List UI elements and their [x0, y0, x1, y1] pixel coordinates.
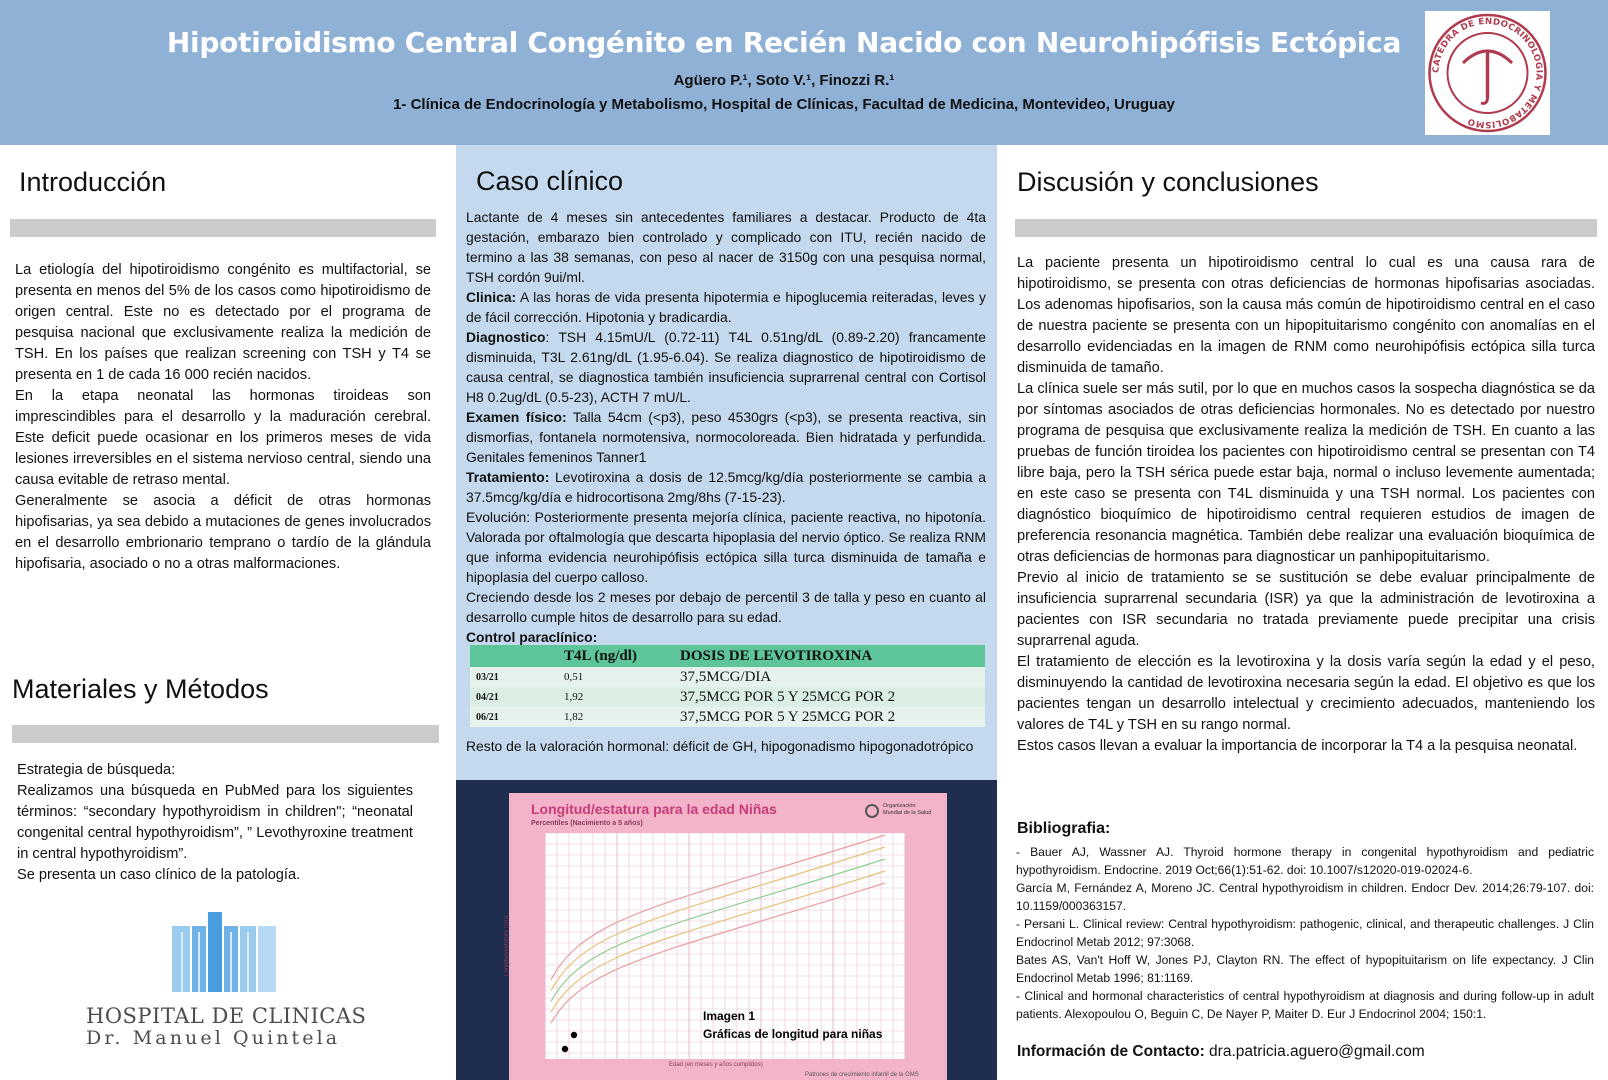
chart-grid: [545, 833, 905, 1059]
patient-point: [562, 1046, 568, 1052]
contact-email[interactable]: dra.patricia.aguero@gmail.com: [1204, 1043, 1425, 1060]
case-resto: Resto de la valoración hormonal: déficit de GH, hipogonadismo hipogonadotrópico: [466, 738, 974, 754]
control-label: Control paraclínico:: [466, 629, 598, 645]
chart-footer: Patrones de crecimiento infantil de la OMS: [805, 1072, 919, 1078]
methods-title: Materiales y Métodos: [12, 674, 269, 704]
poster-title: Hipotiroidismo Central Congénito en Recién Nacido con Neurohipófisis Ectópica: [166, 26, 1402, 59]
chart-title: Longitud/estatura para la edad Niñas: [531, 801, 777, 817]
table-row: [470, 687, 985, 707]
methods-divider: [12, 725, 439, 743]
diagnostico-text: : TSH 4.15mU/L (0.72-11) T4L 0.51ng/dL (0.89-2.20) francamente disminuida, T3L 2.61ng/dL (1.95-6.04). Se realiza diagnostico de hipotiroidismo de causa central, se diagnostica también insuficiencia suprarrenal central con Cortisol H8 0.2ug/dL (0.5-23), ACTH 7 mU/L.: [466, 329, 986, 405]
intro-paragraph: Generalmente se asocia a déficit de otras hormonas hipofisarias, ya sea debido a mutaciones de genes involucrados en el desarrollo embrionario temprano o tardío de la glándula hipofisaria, asociado o no a otras malformaciones.: [15, 493, 431, 572]
methods-text: [17, 760, 413, 886]
table-cell-date: 04/21: [470, 687, 558, 707]
bibliography-item: - Persani L. Clinical review: Central hypothyroidism: pathogenic, clinical, and therapeutic challenges. J Clin Endocrinol Metab 2012; 97:3068.: [1016, 917, 1594, 949]
case-tratamiento: [466, 467, 986, 507]
examen-label: Examen físico:: [466, 409, 567, 425]
who-label: Organización Mundial de la Salud: [883, 803, 932, 816]
discussion-paragraph: La paciente presenta un hipotiroidismo central lo cual es una causa rara de hipotiroidismo, se presenta con otras deficiencias de hormonas hipofisarias asociadas. Los adenomas hipofisarios, son la causa más común de hipotiroidismo central en el caso de nuestra paciente se presenta con un hipopituitarismo congénito con anomalías en el desarrollo evidenciadas en la imagen de RNM como neurohipófisis ectópica silla turca disminuida de tamaño.: [1017, 255, 1595, 376]
bibliography-title: Bibliografia:: [1017, 820, 1111, 837]
discussion-paragraph: Previo al inicio de tratamiento se se sustitución se debe evaluar principalmente de insuficiencia suprarrenal secundaria (ISR) ya que la administración de levotiroxina a pacientes con ISR secundaria no tratada previamente puede precipitar una crisis suprarrenal aguda.: [1017, 570, 1595, 649]
tratamiento-label: Tratamiento:: [466, 469, 550, 485]
methods-line: Realizamos una búsqueda en PubMed para los siguientes términos: “secondary hypothyroidism in children"; “neonatal congenital central hypothyroidism”, ” Levothyroxine treatment in central hypothyroidism”.: [17, 783, 413, 862]
discussion-paragraph: La clínica suele ser más sutil, por lo que en muchos casos la sospecha diagnóstica se da por síntomas asociados de otras deficiencias hormonales. No es detectado por nuestro programa de pesquisa que exclusivamente realiza la medición de TSH. En cuanto a las pruebas de función tiroidea los pacientes con hipotiroidismo central se presentan con T4 libre baja, pero la TSH sérica puede estar baja, normal o incluso levemente aumentada; en este caso se presenta con T4L disminuida y una TSH normal. Los pacientes con diagnóstico bioquímico de hipotiroidismo central requieren estudios de imagen de preferencia resonancia magnética. También debe realizar una evaluación bioquímica de otras deficiencias de hormonas para diagnosticar un panhipopituitarismo.: [1017, 381, 1595, 565]
table-cell-date: 06/21: [470, 707, 558, 727]
table-row: [470, 667, 985, 687]
table-header-row: [470, 645, 985, 667]
case-text: [466, 207, 986, 647]
hospital-logo: [80, 912, 380, 1052]
chart-plot-area: [545, 833, 905, 1059]
hospital-name: HOSPITAL DE CLINICAS: [86, 1004, 367, 1028]
contact-label: Información de Contacto:: [1017, 1043, 1205, 1060]
table-cell-t4l: 1,92: [558, 687, 674, 707]
examen-text: Talla 54cm (<p3), peso 4530grs (<p3), se presenta reactiva, sin dismorfias, fontanela normotensiva, normocoloreada. Bien hidratada y perfundida. Genitales femeninos Tanner1: [466, 409, 987, 465]
svg-text:CATEDRA DE ENDOCRINOLOGIA Y ME: CATEDRA DE ENDOCRINOLOGIA Y METABOLISMO: [1431, 16, 1544, 130]
case-title: Caso clínico: [476, 166, 624, 196]
table-cell-dose: 37,5MCG/DIA: [674, 667, 985, 687]
methods-line: Se presenta un caso clínico de la patología.: [17, 867, 301, 883]
percentile-curve: [551, 835, 885, 980]
table-header: [470, 645, 558, 667]
intro-text: [15, 260, 431, 575]
case-examen: [466, 407, 986, 467]
endocrinology-seal-icon: [1425, 11, 1550, 135]
bibliography-item: García M, Fernández A, Moreno JC. Central hypothyroidism in children. Endocr Dev. 2014;26:79-107. doi: 10.1159/000363157.: [1016, 881, 1594, 913]
case-crecimiento: Creciendo desde los 2 meses por debajo de percentil 3 de talla y peso en cuanto al desarrollo cumple hitos de desarrollo para su edad.: [466, 589, 986, 625]
control-table: [470, 645, 985, 727]
figure-caption-number: Imagen 1: [703, 1009, 756, 1023]
case-intro: Lactante de 4 meses sin antecedentes familiares a destacar. Producto de 4ta gestación, embarazo bien controlado y complicado con ITU, recién nacido de termino a las 38 semanas, con peso al nacer de 3150g con una pesquisa normal, TSH cordón 9ui/ml.: [466, 209, 986, 285]
table-header: T4L (ng/dl): [558, 645, 674, 667]
figure-caption-text: Gráficas de longitud para niñas: [703, 1027, 883, 1041]
case-clinica: [466, 287, 986, 327]
hospital-building-icon: [172, 912, 282, 992]
intro-paragraph: La etiología del hipotiroidismo congénito es multifactorial, se presenta en menos del 5% de los casos como hipotiroidismo de origen central. Este no es detectado por el programa de pesquisa nacional que exclusivamente realiza la medición de TSH. En los países que realizan screening con TSH y T4 se presenta en 1 de cada 16 000 recién nacidos.: [15, 262, 431, 383]
contact-info: [1017, 1043, 1425, 1061]
patient-point: [571, 1032, 577, 1038]
table-cell-t4l: 0,51: [558, 667, 674, 687]
table-cell-dose: 37,5MCG POR 5 Y 25MCG POR 2: [674, 707, 985, 727]
chart-xlabel: Edad (en meses y años cumplidos): [669, 1062, 763, 1068]
intro-title: Introducción: [19, 167, 167, 197]
bibliography-item: Bates AS, Van't Hoff W, Jones PJ, Clayton RN. The effect of hypopituitarism on life expectancy. J Clin Endocrinol Metab 1996; 81:1169.: [1016, 953, 1594, 985]
poster-authors: Agüero P.¹, Soto V.¹, Finozzi R.¹: [673, 72, 895, 89]
discussion-paragraph: El tratamiento de elección es la levotiroxina y la dosis varía según la edad y el peso, disminuyendo la cantidad de levotiroxina necesaria según la edad. El objetivo es que los pacientes tengan un desarrollo intelectual y crecimiento adecuados, manteniendo los valores de T4L y TSH en su rango normal.: [1017, 654, 1595, 733]
percentile-curve: [551, 847, 885, 991]
percentile-curve: [551, 883, 885, 1023]
bibliography-item: - Bauer AJ, Wassner AJ. Thyroid hormone therapy in congenital hypothyroidism and pediatric hypothyroidism. Endocrine. 2019 Oct;66(1):51-62. doi: 10.1007/s12020-019-02024-6.: [1016, 845, 1594, 877]
table-cell-dose: 37,5MCG POR 5 Y 25MCG POR 2: [674, 687, 985, 707]
clinica-label: Clinica:: [466, 289, 517, 305]
discussion-paragraph: Estos casos llevan a evaluar la importancia de incorporar la T4 a la pesquisa neonatal.: [1017, 738, 1578, 754]
methods-line: Estrategia de búsqueda:: [17, 762, 176, 778]
hospital-subname: Dr. Manuel Quintela: [86, 1027, 341, 1049]
case-evolucion: Evolución: Posteriormente presenta mejoría clínica, paciente reactiva, no hipotonía. Valorada por oftalmología que descarta hipoplasia del nervio óptico. Se realiza RNM que informa evidencia neurohipófisis ectópica silla turca disminuida de tamaña e hipoplasia del cuerpo calloso.: [466, 509, 986, 585]
intro-divider: [10, 219, 436, 237]
intro-paragraph: En la etapa neonatal las hormonas tiroideas son imprescindibles para el desarrollo y la maduración cerebral. Este deficit puede ocasionar en los primeros meses de vida lesiones irreversibles en el sistema nervioso central, siendo una causa evitable de retraso mental.: [15, 388, 431, 488]
case-diagnostico: [466, 327, 986, 407]
growth-chart-image: [504, 793, 947, 1080]
diagnostico-label: Diagnostico: [466, 329, 546, 345]
table-cell-date: 03/21: [470, 667, 558, 687]
endocrinology-logo: [1425, 11, 1550, 135]
poster-header: [0, 0, 1608, 145]
table-row: [470, 707, 985, 727]
discussion-title: Discusión y conclusiones: [1017, 167, 1319, 197]
tratamiento-text: Levotiroxina a dosis de 12.5mcg/kg/día posteriormente se cambia a 37.5mcg/kg/día e hidrocortisona 2mg/8hs (7-15-23).: [466, 469, 986, 505]
poster-affiliation: 1- Clínica de Endocrinología y Metabolismo, Hospital de Clínicas, Facultad de Medicina, Montevideo, Uruguay: [393, 96, 1175, 113]
chart-subtitle: Percentiles (Nacimiento a 5 años): [531, 820, 643, 827]
bibliography-item: - Clinical and hormonal characteristics of central hypothyroidism at diagnosis and during follow-up in adult patients. Alexopoulou O, Beguin C, De Nayer P, Maiter D. Eur J Endocrinol 2004; 150:1.: [1016, 989, 1594, 1021]
chart-ylabel: Longitud/estatura (cm): [504, 915, 511, 977]
discussion-divider: [1015, 219, 1597, 237]
discussion-text: [1017, 253, 1595, 757]
bibliography-list: [1016, 843, 1594, 1023]
clinica-text: A las horas de vida presenta hipotermia e hipoglucemia reiteradas, leves y de fácil corrección. Hipotonia y bradicardia.: [466, 289, 986, 325]
table-cell-t4l: 1,82: [558, 707, 674, 727]
table-header: DOSIS DE LEVOTIROXINA: [674, 645, 985, 667]
who-logo-icon: [865, 804, 879, 818]
